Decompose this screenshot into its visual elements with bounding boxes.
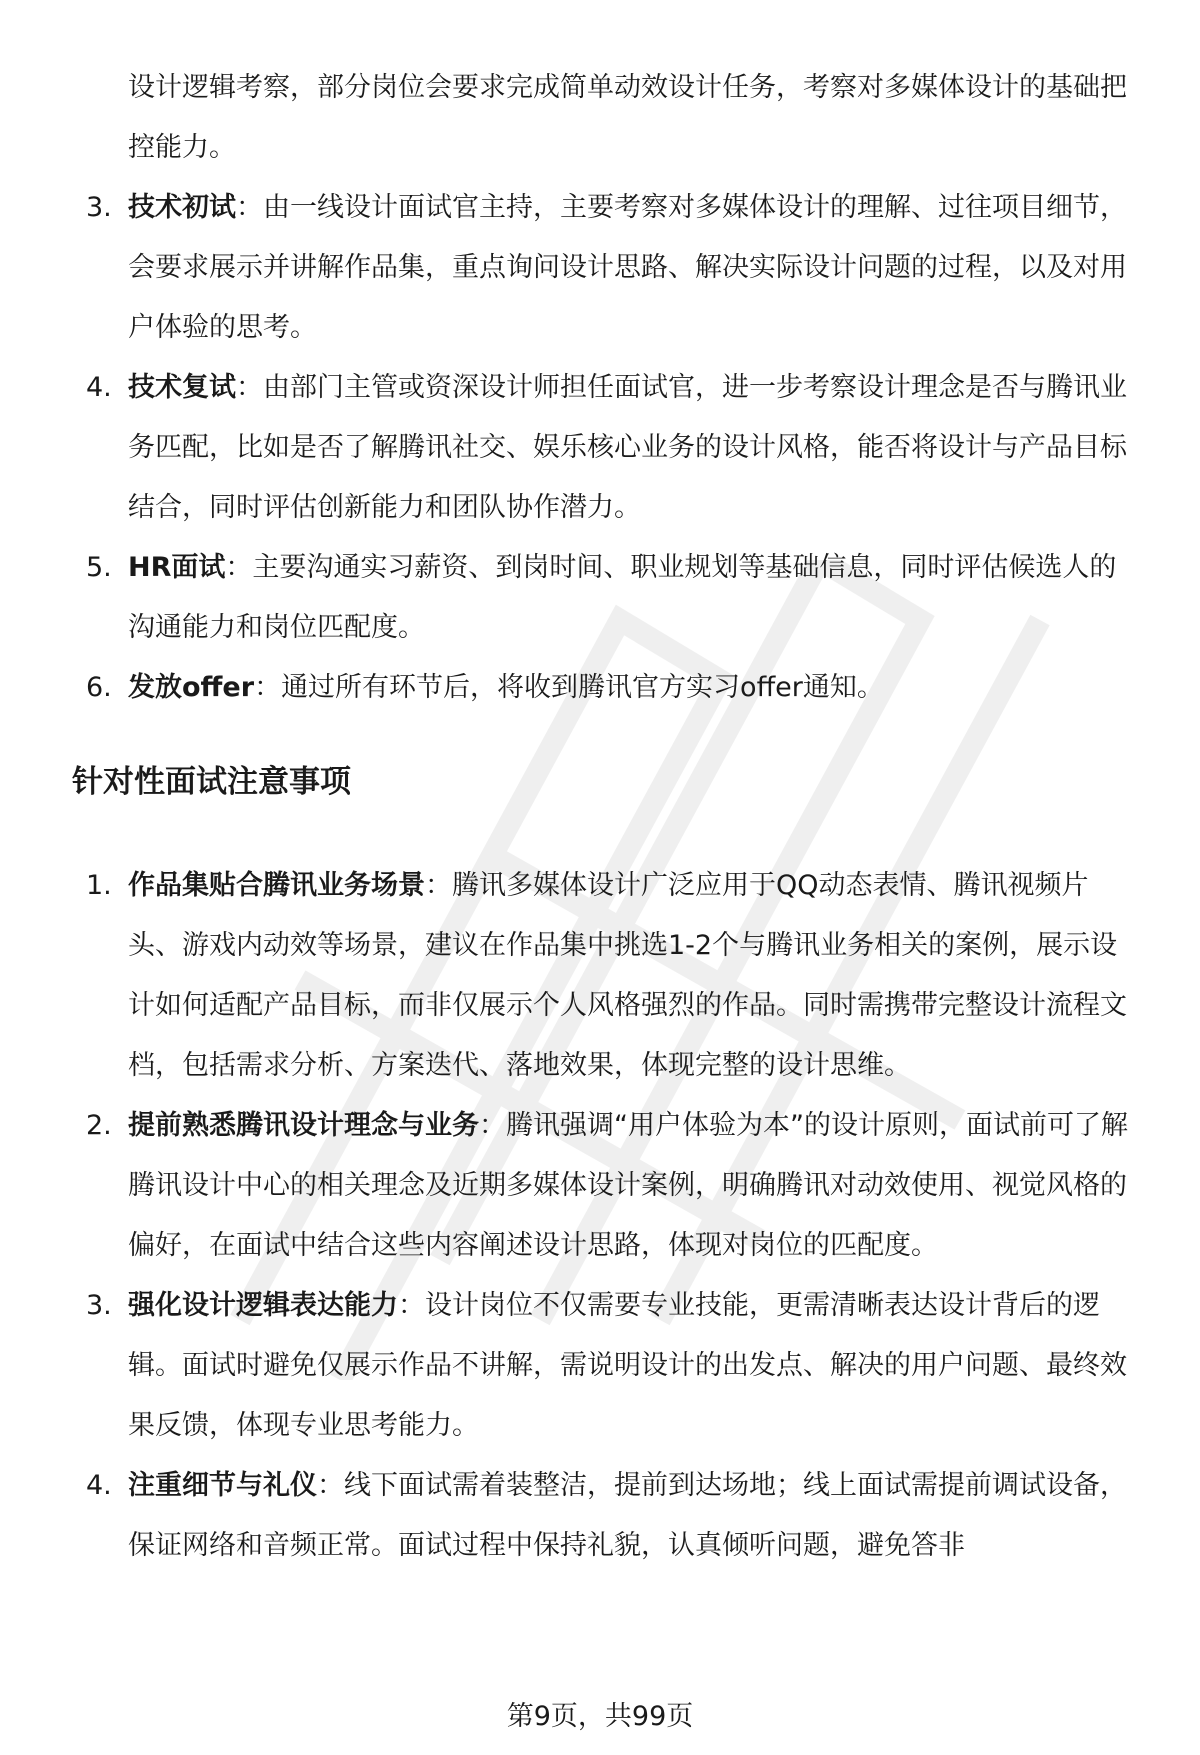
item-sep: ： [479,1110,506,1141]
list-item [0,1096,1200,1276]
item-number: 4. [86,1470,112,1501]
item-text: 线下面试需着装整洁，提前到达场地；线上面试需提前调试设备，保证网络和音频正常。面试过程中保持礼貌，认真倾听问题，避免答非 [128,1470,1127,1561]
item-number: 3. [86,192,112,223]
item-text: 通过所有环节后，将收到腾讯官方实习offer通知。 [281,672,884,703]
item-title: 作品集贴合腾讯业务场景 [128,870,425,901]
tips-list [0,856,1200,1576]
list-item [0,856,1200,1096]
list-item [0,1276,1200,1456]
item-sep: ： [317,1470,344,1501]
section-heading: 针对性面试注意事项 [72,764,351,800]
item-sep: ： [236,372,263,403]
item-number: 1. [86,870,112,901]
item-title: 注重细节与礼仪 [128,1470,317,1501]
list-item [0,178,1200,358]
item-text: 主要沟通实习薪资、到岗时间、职业规划等基础信息，同时评估候选人的沟通能力和岗位匹配度。 [128,552,1117,643]
page-footer: 第9页，共99页 [506,1701,694,1732]
item-number: 6. [86,672,112,703]
list-item [0,538,1200,658]
item-title: 技术复试 [128,372,236,403]
item-title: 强化设计逻辑表达能力 [128,1290,398,1321]
item-number: 4. [86,372,112,403]
item-title: 提前熟悉腾讯设计理念与业务 [128,1110,479,1141]
list-item [0,1456,1200,1576]
process-list [0,178,1200,718]
item-sep: ： [225,552,253,583]
list-item [0,658,1200,718]
document-content [0,58,1200,1576]
item-title: HR面试 [128,552,226,583]
list-item [0,358,1200,538]
intro-continuation: 设计逻辑考察，部分岗位会要求完成简单动效设计任务，考察对多媒体设计的基础把控能力。 [128,72,1127,163]
item-text: 由部门主管或资深设计师担任面试官，进一步考察设计理念是否与腾讯业务匹配，比如是否了解腾讯社交、娱乐核心业务的设计风格，能否将设计与产品目标结合，同时评估创新能力和团队协作潜力。 [128,372,1127,523]
item-sep: ： [398,1290,425,1321]
item-title: 技术初试 [128,192,236,223]
item-text: 设计岗位不仅需要专业技能，更需清晰表达设计背后的逻辑。面试时避免仅展示作品不讲解，需说明设计的出发点、解决的用户问题、最终效果反馈，体现专业思考能力。 [128,1290,1127,1441]
item-text: 腾讯多媒体设计广泛应用于QQ动态表情、腾讯视频片头、游戏内动效等场景，建议在作品集中挑选1-2个与腾讯业务相关的案例，展示设计如何适配产品目标，而非仅展示个人风格强烈的作品。同时需携带完整设计流程文档，包括需求分析、方案迭代、落地效果，体现完整的设计思维。 [128,870,1127,1081]
item-number: 5. [86,552,112,583]
item-text: 由一线设计面试官主持，主要考察对多媒体设计的理解、过往项目细节，会要求展示并讲解作品集，重点询问设计思路、解决实际设计问题的过程，以及对用户体验的思考。 [128,192,1127,343]
item-text: 腾讯强调“用户体验为本”的设计原则，面试前可了解腾讯设计中心的相关理念及近期多媒体设计案例，明确腾讯对动效使用、视觉风格的偏好，在面试中结合这些内容阐述设计思路，体现对岗位的匹配度。 [128,1110,1128,1261]
item-title: 发放offer [128,672,255,703]
item-sep: ： [236,192,263,223]
item-number: 2. [86,1110,112,1141]
item-sep: ： [425,870,452,901]
item-number: 3. [86,1290,112,1321]
item-sep: ： [254,672,282,703]
